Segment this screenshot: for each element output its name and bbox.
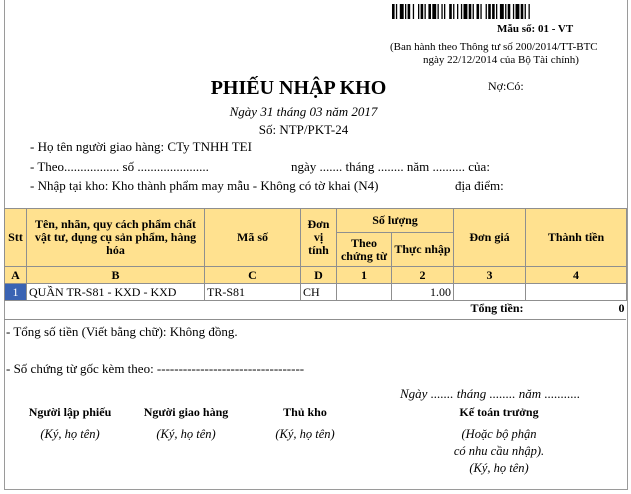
barcode-image	[392, 4, 624, 19]
warehouse-value: Kho thành phẩm may mẫu - Không có tờ khai (N4)	[111, 178, 379, 193]
issued-line-2: ngày 22/12/2014 của Bộ Tài chính)	[423, 54, 579, 66]
signature-date: Ngày ....... tháng ........ năm ...........	[400, 386, 581, 401]
total-row	[5, 301, 627, 317]
debit-credit: Nợ:Có:	[488, 79, 524, 93]
row-name[interactable]: QUẦN TR-S81 - KXD - KXD	[27, 284, 205, 301]
letter-2: 2	[392, 267, 454, 284]
row-amount[interactable]	[526, 284, 627, 301]
warehouse-line: - Nhập tại kho: Kho thành phẩm may mẫu - Không có tờ khai (N4)	[30, 178, 379, 193]
reference-line: - Theo................. số ......................	[30, 159, 209, 174]
header-qty-real: Thực nhập	[392, 233, 454, 267]
letter-4: 4	[526, 267, 627, 284]
location-label: địa điểm:	[455, 178, 504, 193]
divider	[4, 319, 626, 320]
column-letter-row	[5, 267, 627, 284]
letter-c: C	[205, 267, 301, 284]
letter-1: 1	[337, 267, 392, 284]
accountant-line-2: có nhu cầu nhập).	[453, 444, 545, 458]
form-number: Mẫu số: 01 - VT	[497, 23, 574, 35]
row-qty-doc[interactable]	[337, 284, 392, 301]
header-quantity: Số lượng	[337, 209, 454, 233]
signer-sign-accountant: (Hoặc bộ phận	[461, 427, 537, 441]
reference-date-line: ngày ....... tháng ........ năm .......... của:	[291, 159, 490, 174]
row-qty-real[interactable]: 1.00	[392, 284, 454, 301]
letter-3: 3	[454, 267, 526, 284]
date-line: Ngày 31 tháng 03 năm 2017	[229, 104, 378, 119]
header-price: Đơn giá	[454, 209, 526, 267]
signer-title-accountant: Kế toán trưởng	[459, 405, 539, 419]
header-stt: Stt	[5, 209, 27, 267]
total-value: 0	[618, 301, 625, 315]
header-name: Tên, nhãn, quy cách phẩm chất vật tư, dụng cụ sản phẩm, hàng hóa	[27, 209, 205, 267]
header-unit: Đơn vị tính	[301, 209, 337, 267]
row-stt[interactable]: 1	[5, 284, 27, 301]
total-label: Tổng tiền:	[470, 301, 524, 315]
signer-sign-storekeeper: (Ký, họ tên)	[275, 427, 335, 441]
items-table	[4, 208, 627, 316]
signer-sign-deliverer: (Ký, họ tên)	[156, 427, 216, 441]
header-qty-doc: Theo chứng từ	[337, 233, 392, 267]
letter-d: D	[301, 267, 337, 284]
page-title: PHIẾU NHẬP KHO	[210, 77, 387, 99]
signer-sign-preparer: (Ký, họ tên)	[40, 427, 100, 441]
header-code: Mã số	[205, 209, 301, 267]
table-row[interactable]	[5, 284, 627, 301]
document-number: Số: NTP/PKT-24	[258, 122, 349, 137]
header-amount: Thành tiền	[526, 209, 627, 267]
signer-title-storekeeper: Thủ kho	[283, 405, 327, 419]
signer-title-preparer: Người lập phiếu	[28, 405, 112, 419]
row-unit[interactable]: CH	[301, 284, 337, 301]
row-price[interactable]	[454, 284, 526, 301]
deliverer-line: - Họ tên người giao hàng: CTy TNHH TEI	[30, 139, 252, 154]
signer-title-deliverer: Người giao hàng	[143, 405, 229, 419]
issued-line-1: (Ban hành theo Thông tư số 200/2014/TT-BTC	[390, 41, 598, 53]
row-code[interactable]: TR-S81	[205, 284, 301, 301]
deliverer-value: CTy TNHH TEI	[167, 139, 252, 154]
letter-b: B	[27, 267, 205, 284]
attached-documents: - Số chứng từ gốc kèm theo: ----------------------------------	[6, 361, 305, 376]
letter-a: A	[5, 267, 27, 284]
sum-in-words: - Tổng số tiền (Viết bằng chữ): Không đồng.	[6, 324, 238, 339]
accountant-line-3: (Ký, họ tên)	[469, 461, 529, 475]
